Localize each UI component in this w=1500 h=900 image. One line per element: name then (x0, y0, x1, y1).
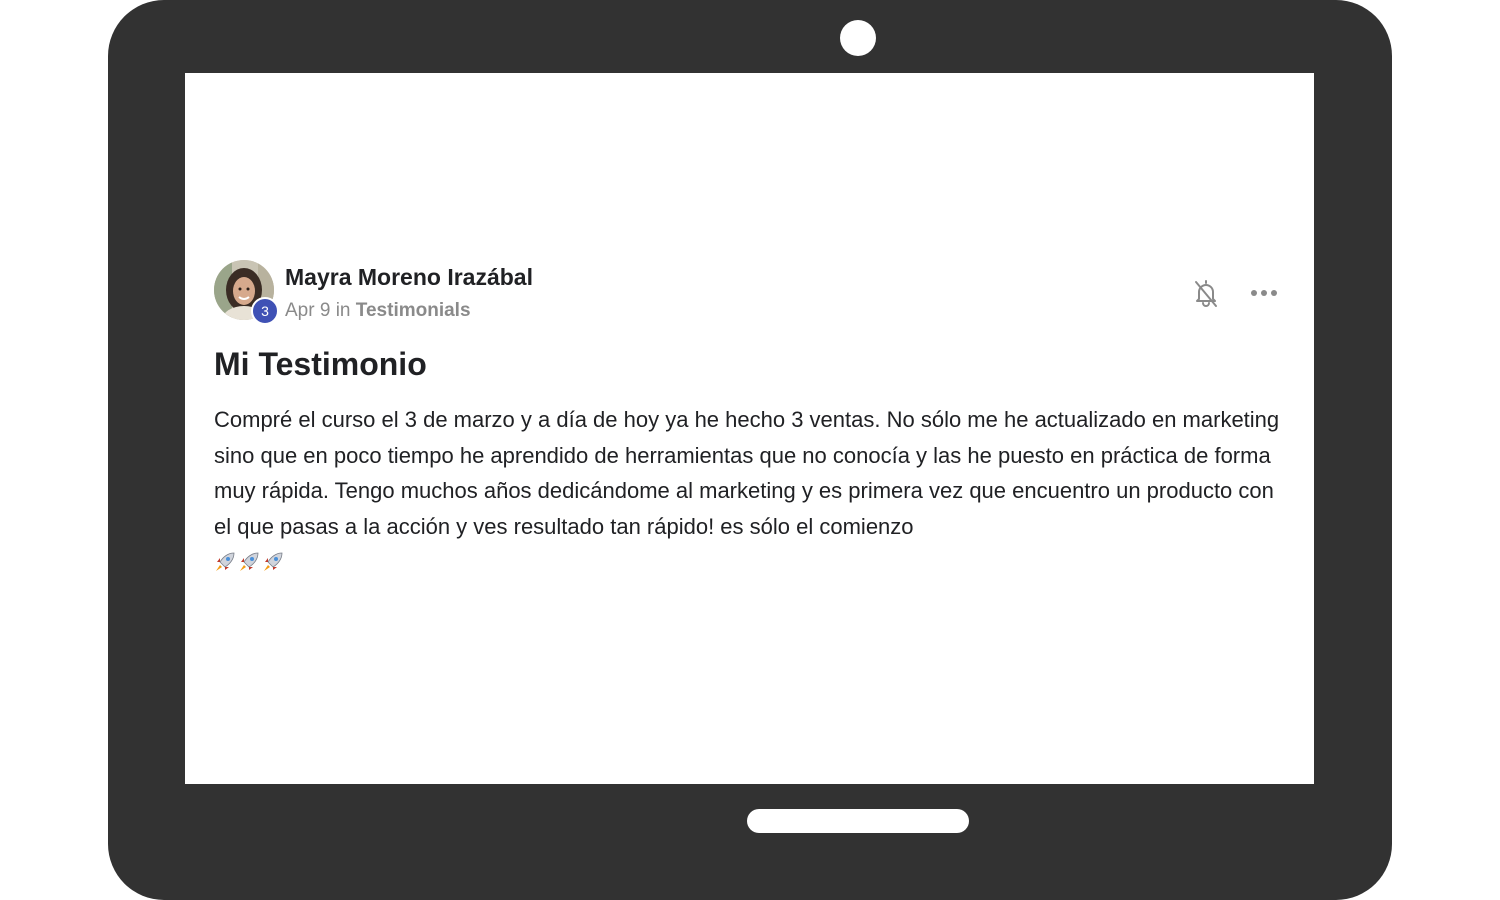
more-horizontal-icon[interactable] (1248, 280, 1280, 306)
bell-off-icon[interactable] (1190, 277, 1222, 309)
post-meta (285, 300, 471, 322)
post-body-text: Compré el curso el 3 de marzo y a día de hoy ya he hecho 3 ventas. No sólo me he actualizado en marketing sino que en poco tiempo he aprendido de herramientas que no conocía y las he puesto en práctica de forma muy rápida. Tengo muchos años dedicándome al marketing y es primera vez que encuentro un producto con el que pasas a la acción y ves resultado tan rápido! es sólo el comienzo (214, 407, 1280, 539)
home-bar (747, 809, 969, 833)
post-date: Apr 9 (285, 300, 331, 321)
level-badge: 3 (251, 297, 279, 325)
front-camera (840, 20, 876, 56)
post-meta-in: in (335, 300, 351, 321)
rocket-emoji (262, 548, 284, 570)
post-title: Mi Testimonio (214, 346, 427, 382)
rocket-emoji (214, 548, 236, 570)
category-link[interactable]: Testimonials (355, 300, 471, 321)
post-card (214, 260, 1284, 600)
emoji-row (214, 544, 1284, 580)
author-name[interactable]: Mayra Moreno Irazábal (285, 264, 533, 290)
post-body (214, 402, 1284, 580)
rocket-emoji (238, 548, 260, 570)
